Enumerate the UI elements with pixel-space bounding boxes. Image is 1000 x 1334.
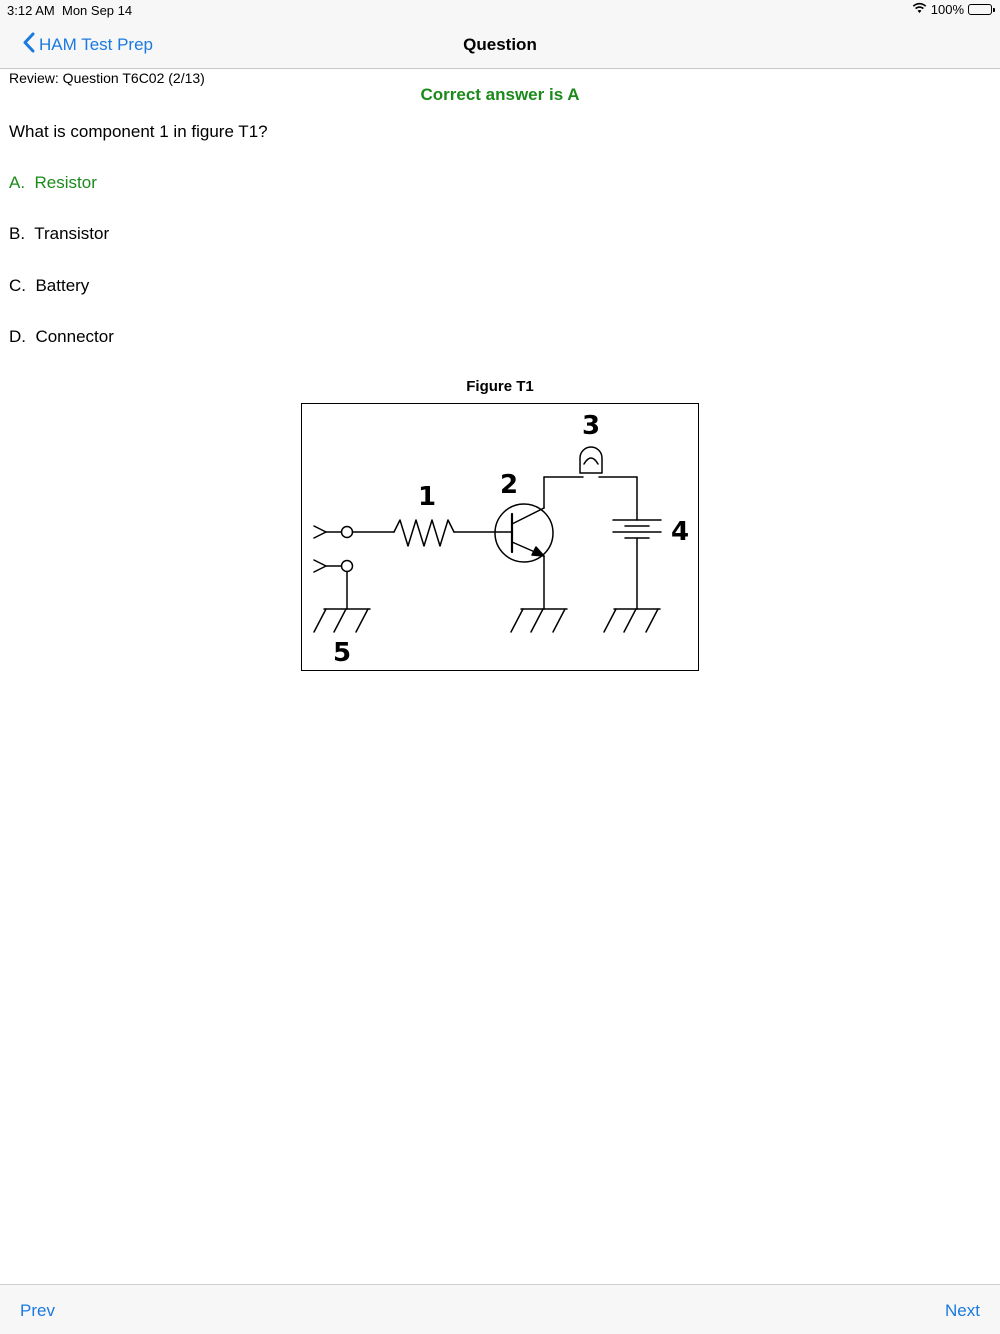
component-label-5: 5 [332, 638, 352, 668]
status-right [912, 2, 992, 17]
review-label: Review: Question T6C02 (2/13) [9, 70, 205, 86]
component-label-4: 4 [670, 517, 690, 547]
status-bar [0, 0, 1000, 22]
battery-percent: 100% [930, 2, 964, 17]
next-button[interactable]: Next [945, 1301, 980, 1320]
answer-letter: A. [9, 173, 26, 192]
lamp-symbol [580, 447, 602, 473]
answer-option-d[interactable] [9, 327, 114, 347]
component-label-2: 2 [499, 470, 519, 500]
component-label-1: 1 [417, 482, 437, 512]
answer-text: Transistor [34, 224, 110, 243]
battery-icon [968, 4, 992, 15]
status-time: 3:12 AM [7, 3, 55, 18]
resistor-symbol [394, 520, 454, 546]
prev-button[interactable]: Prev [20, 1301, 55, 1320]
ground-symbol [314, 609, 370, 632]
battery-symbol [613, 520, 661, 538]
answer-option-b[interactable] [9, 224, 109, 244]
answer-letter: C. [9, 276, 26, 295]
figure-title: Figure T1 [466, 378, 534, 395]
answer-text: Battery [35, 276, 90, 295]
bottom-toolbar [0, 1284, 1000, 1334]
circuit-schematic [302, 404, 698, 670]
component-label-3: 3 [581, 411, 601, 441]
question-text: What is component 1 in figure T1? [9, 122, 268, 141]
answer-text: Connector [35, 327, 114, 346]
circuit-figure [301, 403, 699, 671]
connector-symbol [314, 526, 353, 572]
back-button-label: HAM Test Prep [39, 35, 154, 54]
navigation-bar [0, 22, 1000, 69]
answer-text: Resistor [34, 173, 97, 192]
page-title: Question [463, 35, 537, 54]
answer-option-c[interactable] [9, 276, 89, 296]
wifi-icon [912, 2, 927, 17]
ground-symbol [511, 609, 567, 632]
answer-letter: D. [9, 327, 26, 346]
ground-symbol [604, 609, 660, 632]
correct-answer-banner: Correct answer is A [420, 85, 580, 104]
answer-option-a[interactable] [9, 173, 97, 193]
answer-letter: B. [9, 224, 26, 243]
status-date: Mon Sep 14 [62, 3, 133, 18]
